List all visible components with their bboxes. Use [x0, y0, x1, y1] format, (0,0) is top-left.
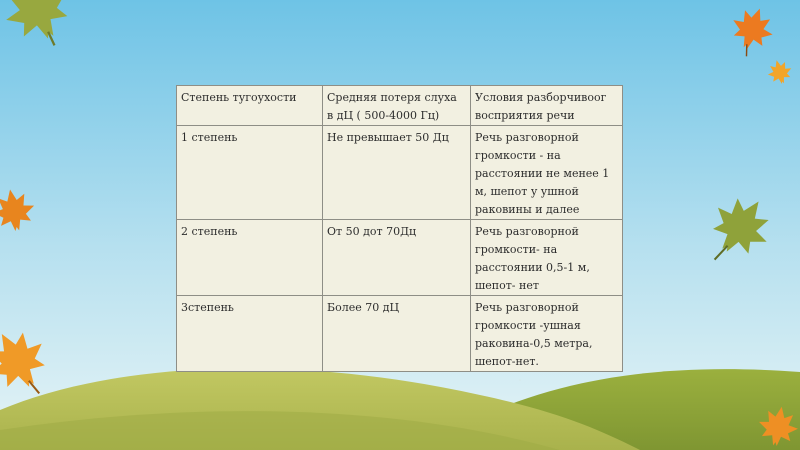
table-cell: От 50 дот 70Дц [323, 220, 471, 296]
table-cell: Речь разговорной громкости -ушная раковина-0,5 метра, шепот-нет. [471, 296, 623, 372]
table-cell: 2 степень [177, 220, 323, 296]
table-row [177, 126, 623, 220]
table-cell: Более 70 дЦ [323, 296, 471, 372]
header-cell-loss: Средняя потеря слуха в дЦ ( 500-4000 Гц) [323, 86, 471, 126]
table-header-row [177, 86, 623, 126]
header-cell-conditions: Условия разборчивоог восприятия речи [471, 86, 623, 126]
table-row [177, 220, 623, 296]
table-cell: 3степень [177, 296, 323, 372]
header-cell-degree: Степень тугоухости [177, 86, 323, 126]
table-cell: Не превышает 50 Дц [323, 126, 471, 220]
table-cell: Речь разговорной громкости- на расстоянии 0,5-1 м, шепот- нет [471, 220, 623, 296]
table-row [177, 296, 623, 372]
table-cell: Речь разговорной громкости - на расстоянии не менее 1 м, шепот у ушной раковины и далее [471, 126, 623, 220]
table-cell: 1 степень [177, 126, 323, 220]
hearing-loss-table [176, 85, 623, 372]
